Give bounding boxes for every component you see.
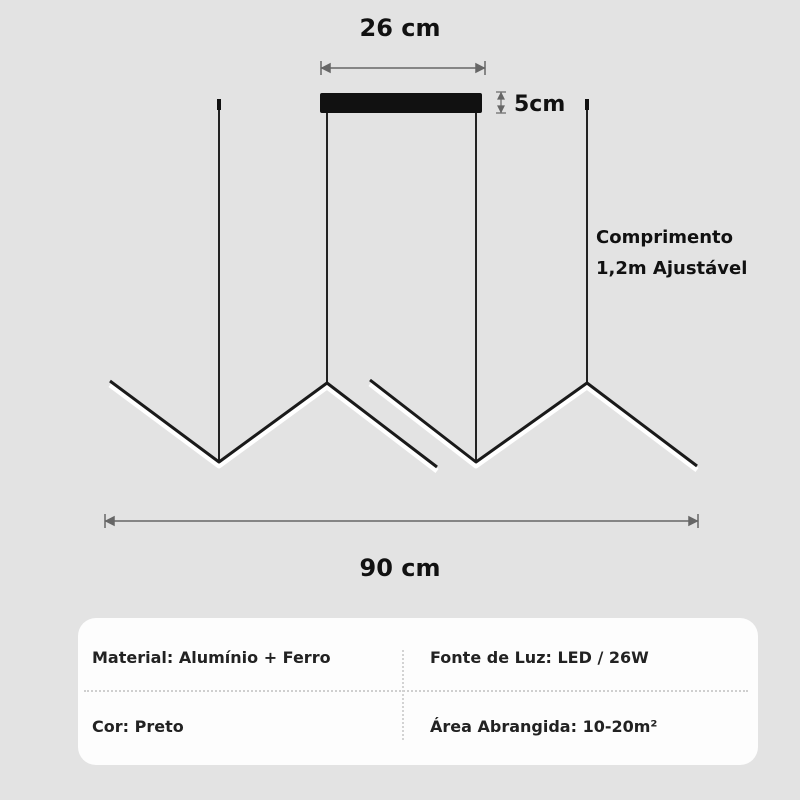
divider-vertical	[402, 650, 404, 740]
specs-card	[78, 618, 758, 765]
spec-light-source: Fonte de Luz: LED / 26W	[430, 648, 649, 667]
dimension-line-26cm	[321, 61, 485, 75]
dimension-line-90cm	[105, 514, 698, 528]
spec-area: Área Abrangida: 10-20m²	[430, 717, 658, 736]
dimension-line-5cm	[496, 92, 506, 113]
canopy-width-label: 26 cm	[359, 14, 441, 42]
spec-color: Cor: Preto	[92, 717, 184, 736]
canopy	[320, 93, 482, 113]
canopy-height-label: 5cm	[514, 92, 566, 117]
cable-length-label: Comprimento	[596, 227, 734, 248]
total-width-label: 90 cm	[359, 554, 441, 582]
cable-length-value: 1,2m Ajustável	[596, 258, 748, 279]
divider-horizontal	[84, 690, 748, 692]
led-bars	[110, 380, 697, 471]
spec-material: Material: Alumínio + Ferro	[92, 648, 331, 667]
